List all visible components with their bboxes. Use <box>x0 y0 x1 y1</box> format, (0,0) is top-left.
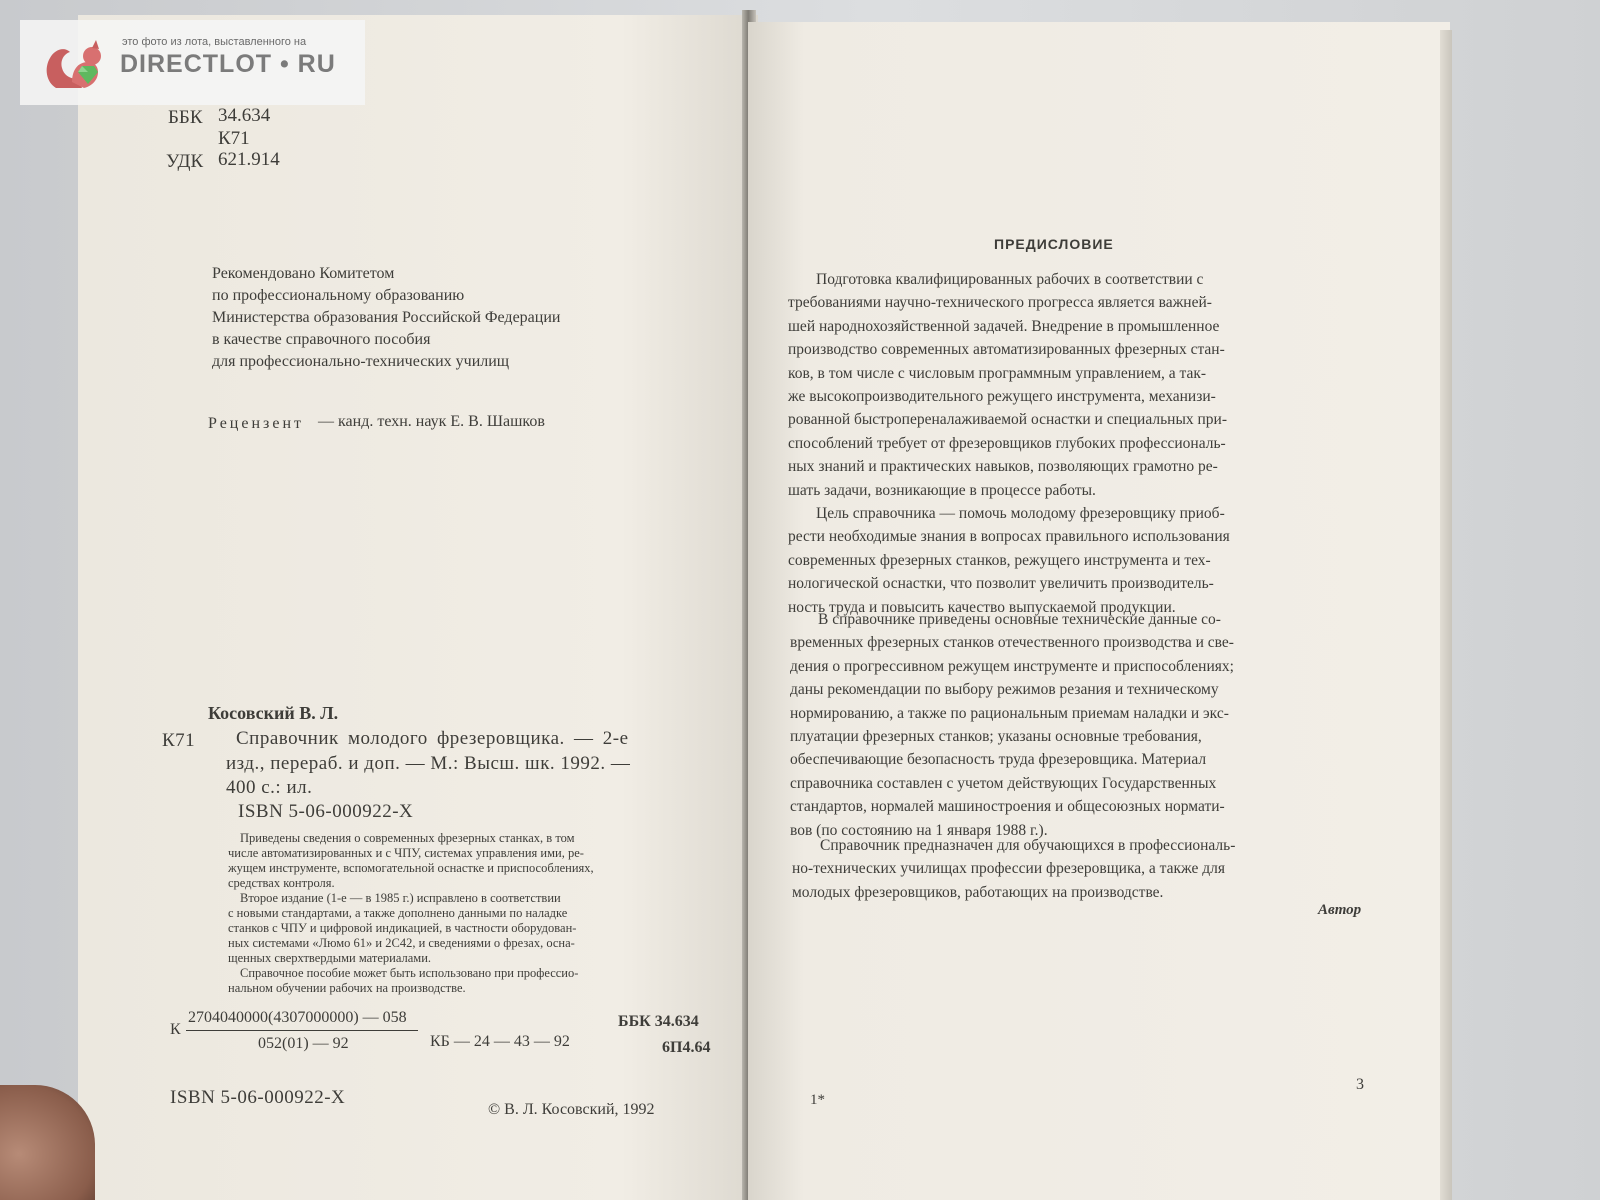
annotation-line: жущем инструменте, вспомогательной оснастке и приспособлениях, <box>228 861 594 875</box>
preface-line: временных фрезерных станков отечественного производства и све- <box>790 634 1234 652</box>
preface-line: же высокопроизводительного режущего инструмента, механизи- <box>788 388 1216 406</box>
preface-line: требованиями научно-технического прогресса является важней- <box>788 294 1212 312</box>
isbn: ISBN 5-06-000922-X <box>170 1087 346 1108</box>
recommendation-line: по профессиональному образованию <box>212 287 465 304</box>
index-numerator: 2704040000(4307000000) — 058 <box>188 1009 407 1026</box>
catalog-line: 400 с.: ил. <box>226 777 313 798</box>
preface-signature: Автор <box>1318 902 1362 918</box>
preface-line: молодых фрезеровщиков, работающих на производстве. <box>792 883 1164 901</box>
catalog-isbn: ISBN 5-06-000922-X <box>238 801 414 822</box>
preface-line: обеспечивающие безопасность труда фрезеровщика. Материал <box>790 751 1207 769</box>
annotation-line: щенных сверхтвердыми материалами. <box>228 951 432 965</box>
copyright: © В. Л. Косовский, 1992 <box>488 1101 655 1118</box>
preface-line: рованной быстропереналаживаемой оснастки и специальных при- <box>788 411 1227 429</box>
udk-label: УДК <box>166 151 204 172</box>
preface-line: шать задачи, возникающие в процессе работы. <box>788 481 1096 499</box>
index-denominator: 052(01) — 92 <box>258 1035 349 1052</box>
preface-line: вов (по состоянию на 1 января 1988 г.). <box>790 821 1048 839</box>
preface-line: плуатации фрезерных станков; указаны основные требования, <box>790 728 1202 746</box>
index-6p: 6П4.64 <box>662 1039 711 1056</box>
index-k: К <box>170 1021 181 1038</box>
author-name: Косовский В. Л. <box>208 703 339 723</box>
preface-paragraph <box>788 502 1348 619</box>
annotation-line: станков с ЧПУ и цифровой индикацией, в частности оборудован- <box>228 921 577 935</box>
recommendation-line: Рекомендовано Комитетом <box>212 265 395 282</box>
watermark-brand: DIRECTLOT • RU <box>120 50 336 78</box>
preface-line: Подготовка квалифицированных рабочих в соответствии с <box>816 271 1204 288</box>
left-page <box>78 15 758 1200</box>
recommendation-line: Министерства образования Российской Федерации <box>212 309 561 326</box>
preface-line: ных знаний и практических навыков, позволяющих грамотно ре- <box>788 458 1218 476</box>
preface-line: Цель справочника — помочь молодому фрезеровщику приоб- <box>816 505 1225 522</box>
annotation-line: Приведены сведения о современных фрезерных станках, в том <box>240 831 575 845</box>
squirrel-logo-icon <box>42 38 110 94</box>
preface-line: Справочник предназначен для обучающихся в профессиональ- <box>820 837 1236 854</box>
page-number: 3 <box>1356 1076 1364 1093</box>
annotation-line: средствах контроля. <box>228 876 335 890</box>
preface-line: современных фрезерных станков, режущего инструмента и тех- <box>788 551 1211 569</box>
annotation-line: числе автоматизированных и с ЧПУ, системах управления ими, ре- <box>228 846 584 860</box>
catalog-line: Справочник молодого фрезеровщика. — 2-е <box>236 728 629 749</box>
udk-value: 621.914 <box>218 149 280 170</box>
bbk-value: 34.634 <box>218 105 271 126</box>
footer-mark: 1* <box>810 1092 825 1108</box>
preface-line: В справочнике приведены основные технические данные со- <box>818 611 1221 628</box>
recommendation-line: в качестве справочного пособия <box>212 331 431 348</box>
preface-paragraph <box>790 608 1350 842</box>
preface-line: рести необходимые знания в вопросах правильного использования <box>788 528 1230 546</box>
preface-paragraph <box>792 834 1352 904</box>
bbk-label: ББК <box>168 107 203 128</box>
watermark-caption: это фото из лота, выставленного на <box>122 36 307 48</box>
preface-line: шей народнохозяйственной задачей. Внедрение в промышленное <box>788 317 1220 335</box>
annotation-line: ных системами «Люмо 61» и 2С42, и сведениями о фрезах, осна- <box>228 936 575 950</box>
index-kb: КБ — 24 — 43 — 92 <box>430 1033 570 1050</box>
k-code: К71 <box>218 128 250 149</box>
reviewer-text: — канд. техн. наук Е. В. Шашков <box>318 413 545 430</box>
watermark <box>20 20 365 105</box>
page-edge <box>1440 30 1452 1200</box>
catalog-code: К71 <box>162 730 196 751</box>
annotation-line: нальном обучении рабочих на производстве. <box>228 981 466 995</box>
index-bbk: ББК 34.634 <box>618 1013 699 1030</box>
preface-line: даны рекомендации по выбору режимов резания и техническому <box>790 681 1219 699</box>
catalog-line: изд., перераб. и доп. — М.: Высш. шк. 1992. — <box>226 753 631 774</box>
recommendation-line: для профессионально-технических училищ <box>212 353 510 370</box>
right-page <box>748 22 1450 1200</box>
preface-paragraph <box>788 268 1348 502</box>
annotation-line: Справочное пособие может быть использовано при профессио- <box>240 966 579 980</box>
reviewer-label: Рецензент <box>208 415 304 432</box>
preface-line: стандартов, нормалей машиностроения и общесоюзных нормати- <box>790 798 1225 816</box>
preface-line: ков, в том числе с числовым программным управлением, а так- <box>788 364 1207 382</box>
annotation-line: с новыми стандартами, а также дополнено данными по наладке <box>228 906 568 920</box>
preface-title: ПРЕДИСЛОВИЕ <box>994 236 1114 252</box>
preface-line: ность труда и повысить качество выпускаемой продукции. <box>788 598 1176 616</box>
preface-line: дения о прогрессивном режущем инструменте и приспособлениях; <box>790 657 1234 675</box>
annotation-line: Второе издание (1-е — в 1985 г.) исправлено в соответствии <box>240 891 561 905</box>
preface-line: производство современных автоматизированных фрезерных стан- <box>788 341 1225 359</box>
preface-line: но-технических училищах профессии фрезеровщика, а также для <box>792 860 1226 878</box>
preface-line: справочника составлен с учетом действующих Государственных <box>790 774 1217 792</box>
preface-line: способлений требует от фрезеровщиков глубоких профессиональ- <box>788 434 1226 452</box>
preface-line: нормированию, а также по рациональным приемам наладки и экс- <box>790 704 1229 722</box>
index-fraction-rule <box>186 1030 418 1031</box>
preface-line: нологической оснастки, что позволит увеличить производитель- <box>788 575 1214 593</box>
